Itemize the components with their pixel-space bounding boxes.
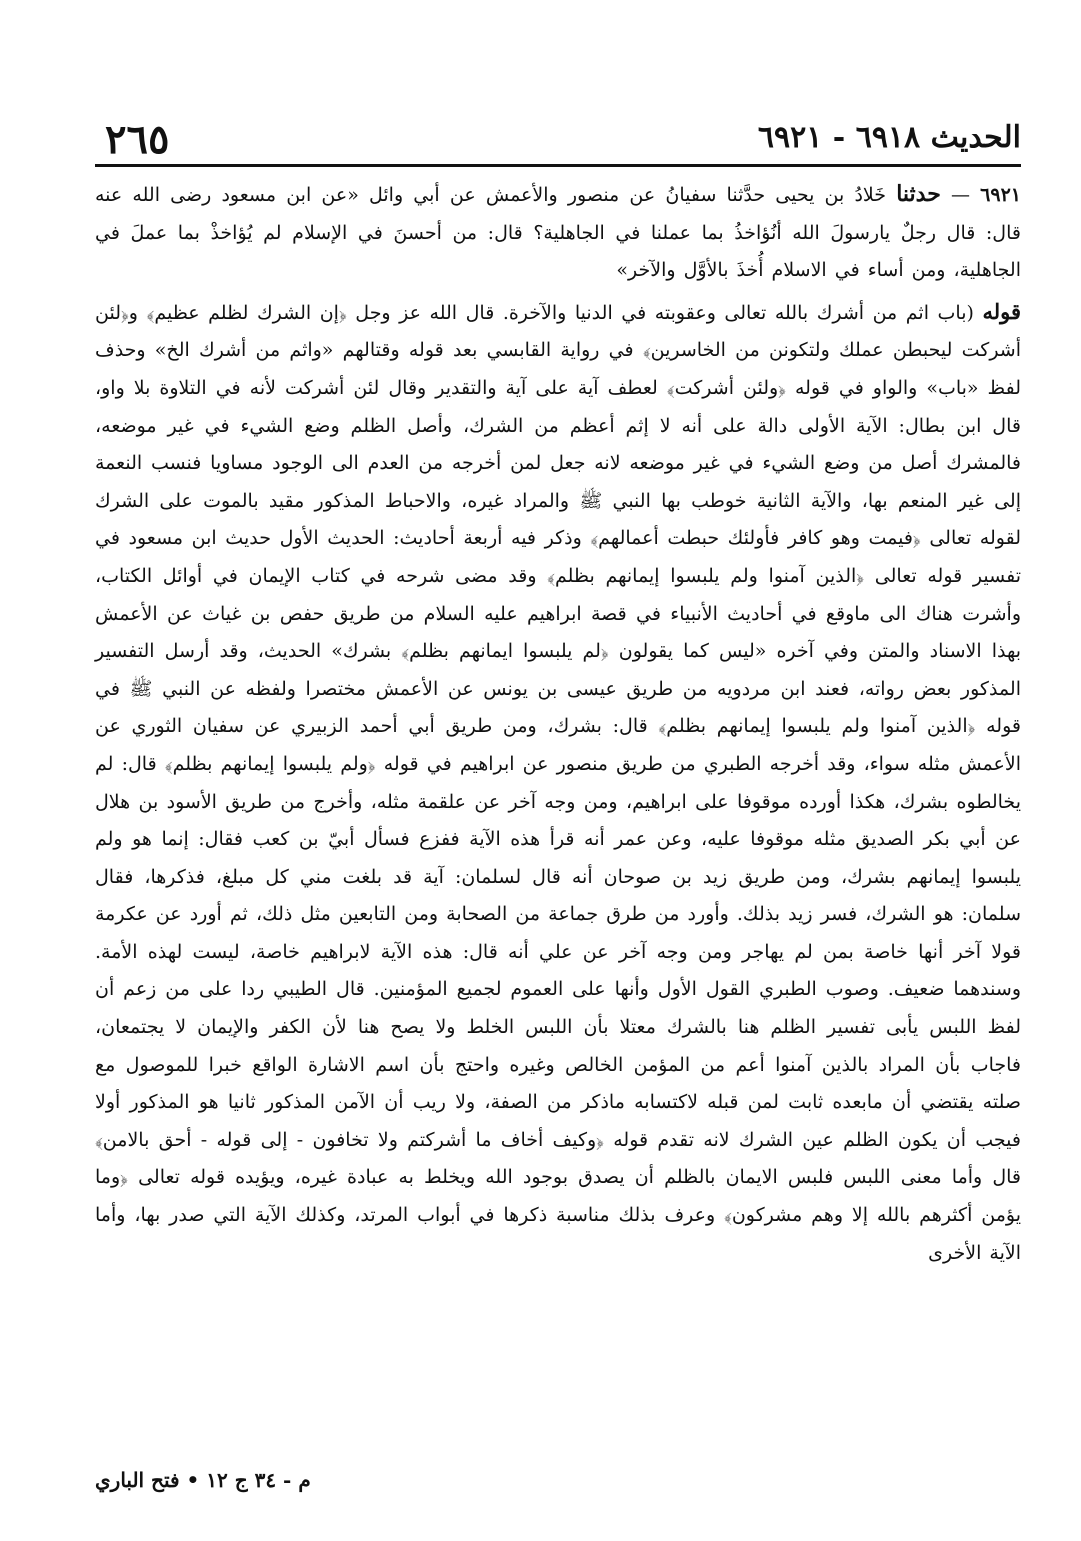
page-body bbox=[95, 176, 1021, 1272]
commentary-text: (باب اثم من أشرك بالله تعالى وعقوبته في الدنيا والآخرة. قال الله عز وجل ﴿إن الشرك لظلم عظيم﴾ و﴿لئن أشركت ليحبطن عملك ولتكونن من الخاسرين﴾ في رواية القابسي بعد قوله وقتالهم «واثم من أشرك الخ» وحذف لفظ «باب» والواو في قوله ﴿ولئن أشركت﴾ لعطف آية على آية والتقدير وقال لئن أشركت لأنه في التلاوة بلا واو، قال ابن بطال: الآية الأولى دالة على أنه لا إثم أعظم من الشرك، وأصل الظلم وضع الشيء في غير موضعه، فالمشرك أصل من وضع الشيء في غير موضعه لانه جعل لمن أخرجه من العدم الى الوجود مساويا فنسب النعمة إلى غير المنعم بها، والآية الثانية خوطب بها النبي ﷺ والمراد غيره، والاحباط المذكور مقيد بالموت على الشرك لقوله تعالى ﴿فيمت وهو كافر فأولئك حبطت أعمالهم﴾ وذكر فيه أربعة أحاديث: الحديث الأول حديث ابن مسعود في تفسير قوله تعالى ﴿الذين آمنوا ولم يلبسوا إيمانهم بظلم﴾ وقد مضى شرحه في كتاب الإيمان في أوائل الكتاب، وأشرت هناك الى ماوقع في أحاديث الأنبياء في قصة ابراهيم عليه السلام من طريق حفص بن غياث عن الأعمش بهذا الاسناد والمتن وفي آخره «ليس كما يقولون ﴿لم يلبسوا ايمانهم بظلم﴾ بشرك» الحديث، وقد أرسل التفسير المذكور بعض رواته، فعند ابن مردويه من طريق عيسى بن يونس عن الأعمش مختصرا ولفظه عن النبي ﷺ في قوله ﴿الذين آمنوا ولم يلبسوا إيمانهم بظلم﴾ قال: بشرك، ومن طريق أبي أحمد الزبيري عن سفيان الثوري عن الأعمش مثله سواء، وقد أخرجه الطبري من طريق منصور عن ابراهيم في قوله ﴿ولم يلبسوا إيمانهم بظلم﴾ قال: لم يخالطوه بشرك، هكذا أورده موقوفا على ابراهيم، ومن وجه آخر عن علقمة مثله، وأخرج من طريق الأسود بن هلال عن أبي بكر الصديق مثله موقوفا عليه، وعن عمر أنه قرأ هذه الآية ففزع فسأل أبيّ بن كعب فقال: إنما هو ولم يلبسوا إيمانهم بشرك، ومن طريق زيد بن صوحان أنه قال لسلمان: آية قد بلغت مني كل مبلغ، فذكرها، فقال سلمان: هو الشرك، فسر زيد بذلك. وأورد من طرق جماعة من الصحابة ومن التابعين مثل ذلك، ثم أورد عن عكرمة قولا آخر أنها خاصة بمن لم يهاجر ومن وجه آخر عن علي أنه قال: هذه الآية لابراهيم خاصة، ليست لهذه الأمة. وسندهما ضعيف. وصوب الطبري القول الأول وأنها على العموم لجميع المؤمنين. قال الطيبي ردا على من زعم أن لفظ اللبس يأبى تفسير الظلم هنا بالشرك معتلا بأن اللبس الخلط ولا يصح هنا لأن الكفر والإيمان لا يجتمعان، فاجاب بأن المراد بالذين آمنوا أعم من المؤمن الخالص وغيره واحتج بأن اسم الاشارة الواقع خبرا للموصول مع صلته يقتضي أن مابعده ثابت لمن قبله لاكتسابه ماذكر من الصفة، ولا ريب أن الآمن المذكور ثانيا هو المذكور أولا فيجب أن يكون الظلم عين الشرك لانه تقدم قوله ﴿وكيف أخاف ما أشركتم ولا تخافون - إلى قوله - أحق بالامن﴾ قال وأما معنى اللبس فلبس الايمان بالظلم أن يصدق بوجود الله ويخلط به عبادة غيره، ويؤيده قوله تعالى ﴿وما يؤمن أكثرهم بالله إلا وهم مشركون﴾ وعرف بذلك مناسبة ذكرها في أبواب المرتد، وكذلك الآية التي صدر بها، وأما الآية الأخرى bbox=[95, 301, 1021, 1264]
running-head: الحديث ٦٩١٨ - ٦٩٢١ bbox=[757, 120, 1021, 155]
hadith-dash: — bbox=[950, 184, 970, 206]
header-rule bbox=[95, 164, 1021, 167]
page-header bbox=[95, 110, 1021, 170]
hadith-block bbox=[95, 176, 1021, 290]
commentary-block bbox=[95, 293, 1021, 1272]
page-footer bbox=[95, 1468, 1021, 1508]
printer-signature: م - ٣٤ ج ١٢ • فتح الباري bbox=[95, 1468, 311, 1492]
hadith-text: خَلادُ بن يحيى حدَّثنا سفيانُ عن منصور والأعمش عن أبي وائل «عن ابن مسعود رضى الله عنه قال: قال رجلٌ يارسولَ الله أنُؤاخذُ بما عملنا في الجاهلية؟ قال: من أحسنَ في الإسلام لم يُؤاخذْ بما عملَ في الجاهلية، ومن أساء في الاسلام أُخذَ بالأوَّل والآخر» bbox=[95, 184, 1021, 282]
haddathana-heading: حدثنا bbox=[896, 181, 941, 207]
hadith-number: ٦٩٢١ bbox=[980, 184, 1021, 206]
page-number: ٢٦٥ bbox=[105, 116, 170, 163]
commentary-lead: قوله bbox=[982, 298, 1021, 324]
